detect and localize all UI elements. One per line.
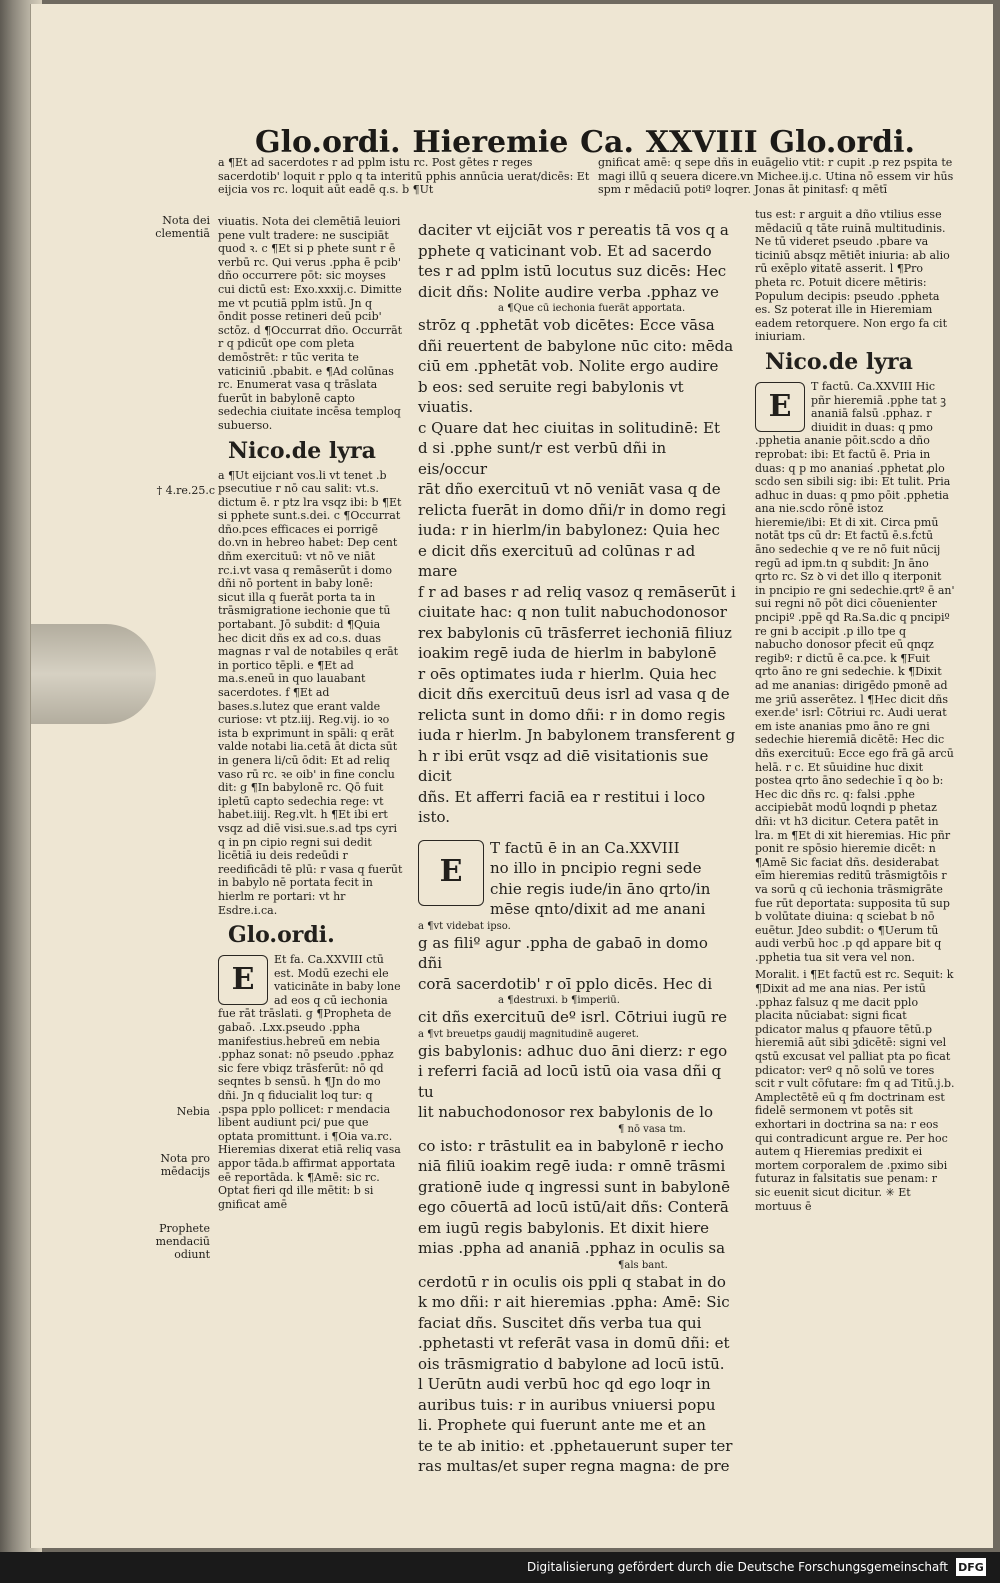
left-gloss-column: [218, 215, 403, 1211]
text-line: ¶ nō vasa tm.: [618, 1123, 686, 1135]
text-line: a ¶vt breuetps gaudij magnitudinē augeret.: [418, 1028, 639, 1040]
text-line: mēse qnto/dixit ad me anani: [490, 900, 706, 918]
text-line: faciat dñs. Suscitet dñs verba tua qui: [418, 1313, 702, 1332]
footer-credit: Digitalisierung gefördert durch die Deutsche Forschungsgemeinschaft: [526, 1560, 948, 1574]
initial-letter-e: E: [218, 955, 268, 1005]
text-line: tes r ad pplm istū locutus suz dicēs: Hec: [418, 262, 727, 280]
text-line: iuda: r in hierlm/in babylonez: Quia hec: [418, 521, 720, 539]
text-line: ciū em .pphetāt vob. Nolite ergo audire: [418, 357, 719, 375]
text-line: c Quare dat hec ciuitas in solitudinē: Et: [418, 418, 720, 437]
margin-note-nebia: Nebia: [176, 1105, 210, 1118]
text-line: niā filiū ioakim regē iuda: r omnē trāsmi: [418, 1157, 726, 1175]
text-line: daciter vt eijciāt vos r pereatis tā vos q a: [418, 221, 729, 239]
text-line: r oēs optimates iuda r hierlm. Quia hec: [418, 664, 717, 683]
text-line: .pphetasti vt referāt vasa in domū dñi: et: [418, 1334, 730, 1352]
text-line: li. Prophete qui fuerunt ante me et an: [418, 1416, 706, 1434]
chapter-opening: [418, 838, 736, 920]
margin-note-mendacijs: Nota pro mēdacijs: [160, 1152, 210, 1178]
left-gloss-text-3-body: Et fa. Ca.XXVIII ctū est. Modū ezechi ele vaticināte in baby lone ad eos q cū iechonia fue rāt trāslati. g ¶Propheta de gabaō. .Lxx.pseudo .ppha manifestius.hebreū em nebia .pphaz sonat: nō pseudo .pphaz sic fere vbiqz trāsferūt: nō qd seqntes b sensū. h ¶Jn do mo dñi. Jn q fiducialit loq tur: q .pspa pplo pollicet: r mendacia libent audiunt pci/ pue que optata promittunt. i ¶Oia va.rc. Hieremias dixerat etiā reliq vasa appor tāda.b affirmat apportata eē reportāda. k ¶Amē: sic rc. Optat fieri qd ille mētit: b si gnificat amē: [218, 953, 401, 1211]
right-gloss-column: [755, 208, 955, 1213]
text-line: te te ab initio: et .pphetauerunt super ter: [418, 1436, 733, 1455]
text-line: corā sacerdotib' r oī pplo dicēs. Hec di: [418, 974, 713, 993]
right-gloss-text-2-body: T factū. Ca.XXVIII Hic pñr hieremiā .pphe tat ꝫ ananiā falsū .pphaz. r diuidit in duas: q pmo .pphetia ananie pōit.scdo a dño reprobat: ibi: Et factū ē. Pria in duas: q p mo ananiaś .pphetat ꝓlo scdo sen sibili sig: ibi: Et tulit. Pria adhuc in duas: q pmo pōit .pphetia ana nie.scdo rōnē istoz hieremie/ibi: Et di xit. Circa pmū notāt tps cū dr: Et factū ē.s.fctū āno sedechie q ve re nō fuit nūcij regū ad ipm.tn q subdit: Jn āno qrto rc. Sz ꝺ vi det illo q iterponit in pncipio re gni sedechie.qrtº ē an' sui regni nō pōt dici cōuenienter pncipiº .ppē qd Ra.Sa.dic q pncipiº re gni b accipit .p illo tpe q nabucho donosor pfecit eū qnqz regibº: r dictū ē ca.pce. k ¶Fuit qrto āno re gni sedechie. k ¶Dixit ad me ananias: dirigēdo pmonē ad me ꝫriū asserētez. l ¶Hec dicit dñs exer.de' isrl: Cōtriui rc. Audi uerat em iste ananias pmo āno re gni sedechie hieremiā dicētē: Hec dic dñs exercituū: Ecce ego frā gā arcū helā. r c. Et sūuidine huc dixit postea qrto āno sedechie ī q ꝺo b: Hec dic dñs rc. q: falsi .pphe accipiebāt modū loqndi p phetaz dñi: vt h3 dicitur. Cetera patēt in lra. m ¶Et di xit hieremias. Hic pñr ponit re spōsio hieremie dicēt: n ¶Amē Sic faciat dñs. desiderabat eīm hieremias reditū trāsmigtōis r va sorū q cū iechonia trāsmigrāte fue rūt deportata: supposita tū sup b volūtate diuina: q sciebat b nō euētur. Jdeo subdit: o ¶Uerum tū audi verbū hoc .p qd appare bit q .pphetia tua sit vera vel non.: [755, 379, 955, 964]
header-book: Hieremie: [412, 124, 569, 160]
text-line: i referri faciā ad locū istū oia vasa dñi q tu: [418, 1062, 722, 1101]
text-line: dñi reuertent de babylone nūc cito: mēda: [418, 336, 734, 355]
text-line: co isto: r trāstulit ea in babylonē r iecho: [418, 1136, 724, 1155]
text-line: ciuitate hac: q non tulit nabuchodonosor: [418, 603, 727, 621]
text-line: ego cōuertā ad locū istū/ait dñs: Conterā: [418, 1198, 729, 1216]
header-left-label: Glo.ordi.: [255, 124, 401, 160]
margin-note-reference: † 4.re.25.c: [156, 484, 215, 497]
text-line: k mo dñi: r ait hieremias .ppha: Amē: Sic: [418, 1293, 730, 1311]
text-line: strōz q .pphetāt vob dicētes: Ecce vāsa: [418, 316, 715, 334]
text-line: rex babylonis cū trāsferret iechoniā filiuz: [418, 623, 732, 642]
text-line: a ¶Que cū iechonia fuerāt apportata.: [498, 303, 686, 314]
right-nico-heading: Nico.de lyra: [765, 348, 913, 375]
text-line: relicta sunt in domo dñi: r in domo regis: [418, 705, 726, 724]
header-right-label: Glo.ordi.: [769, 124, 915, 160]
text-line: d si .pphe sunt/r est verbū dñi in eis/occur: [418, 439, 667, 478]
text-line: a ¶vt videbat ipso.: [418, 920, 511, 932]
text-line: chie regis iude/in āno qrto/in: [490, 879, 711, 898]
text-line: dicit dñs exercituū deus isrl ad vasa q de: [418, 685, 730, 703]
text-line: f r ad bases r ad reliq vasoz q remāserūt i: [418, 582, 736, 601]
text-line: relicta fuerāt in domo dñi/r in domo regi: [418, 500, 727, 519]
text-line: T factū ē in an Ca.XXVIII: [490, 838, 680, 857]
header-chapter-number: XXVIII: [645, 124, 758, 160]
text-line: h r ibi erūt vsqz ad diē visitationis sue dicit: [418, 746, 709, 785]
margin-note-clementia: Nota dei clementiā: [155, 214, 210, 240]
text-line: grationē iude q ingressi sunt in babylonē: [418, 1177, 731, 1196]
dfg-logo: DFG: [956, 1558, 986, 1576]
text-line: cit dñs exercituū deº isrl. Cōtriui iugū re: [418, 1008, 727, 1026]
text-line: gis babylonis: adhuc duo āni dierz: r ego: [418, 1041, 728, 1060]
text-line: iuda r hierlm. Jn babylonem transferent g: [418, 726, 736, 744]
text-line: auribus tuis: r in auribus vniuersi popu: [418, 1395, 716, 1414]
text-line: g as filiº agur .ppha de gabaō in domo dñi: [418, 933, 708, 972]
text-line: ¶als bant.: [618, 1259, 668, 1271]
left-glo-heading: Glo.ordi.: [228, 922, 335, 949]
text-line: dicit dñs: Nolite audire verba .pphaz ve: [418, 282, 719, 301]
text-line: ioakim regē iuda de hierlm in babylonē: [418, 644, 717, 662]
text-line: em iugū regis babylonis. Et dixit hiere: [418, 1218, 709, 1237]
right-gloss-text-1: tus est: r arguit a dño vtilius esse mēdaciū q tāte ruinā multitudinis. Ne tū videret pseudo .pbare va ticiniū absqz mētiēt iniuria: ab alio rū exēplo ꝟitatē asserit. l ¶Pro pheta rc. Potuit dicere mētiris: Populum decipis: pseudo .ppheta es. Sz poterat ille in Hieremiam eadem retorquere. Non ergo fa cit iniuriam.: [755, 208, 950, 344]
text-line: rāt dño exercituū vt nō veniāt vasa q de: [418, 480, 721, 498]
gloss-top-left: [218, 156, 593, 197]
right-gloss-text-3: Moralit. i ¶Et factū est rc. Sequit: k ¶Dixit ad me ana nias. Per istū .pphaz falsuz q me dacit pplo placita nūciabat: signi ficat pdicator malus q pfauore tētū.p hieremiā aūt sibi ꝫdicētē: signi vel qstū excusat vel palliat pta po ficat pdicator: verº q nō solū ve tores scit r vult cōfutare: fm q ad Titū.j.b. Amplectētē eū q fm doctrinam est fidelē sermonem vt potēs sit exhortari in doctrina sa na: r eos qui contradicunt argue re. Per hoc autem q Hieremias predixit ei mortem corporalem de .pximo sibi futuraz in falsitatis sue penam: r sic euenit sicut dicitur. ✳ Et mortuus ē: [755, 968, 955, 1213]
text-line: ois trāsmigratio d babylone ad locū istū.: [418, 1354, 725, 1373]
gloss-top-right: [598, 156, 958, 197]
text-line: e dicit dñs exercituū ad colūnas r ad mare: [418, 541, 696, 580]
initial-letter-e-right: E: [755, 382, 805, 432]
initial-letter-e-large: E: [418, 840, 484, 906]
gloss-top-right-text: gnificat amē: q sepe dñs in euāgelio vtit: r cupit .p rez pspita te magi illū q seuera dicere.vn Michee.ij.c. Utina nō essem vir hūs spm r mēdaciū potiº loqrer. Jonas āt pinitasf: q mētī: [598, 156, 954, 197]
left-gloss-text-2: a ¶Ut eijciant vos.li vt tenet .b psecutiue r nō cau salit: vt.s. dictum ē. r ptz lra vsqz ibi: b ¶Et si pphete sunt.s.dei. c ¶Occurrat dño.pces efficaces ei porrigē do.vn in hebreo habet: Dep cent dñm exercituū: vt nō ve niāt rc.i.vt vasa q remāserūt i domo dñi nō portent in baby lonē: sicut illa q fuerāt porta ta in trāsmigratione iechonie que tū portabant. Jō subdit: d ¶Quia hec dicit dñs ex ad co.s. duas magnas r val de notabiles q erāt in portico tēpli. e ¶Et ad ma.s.eneū in quo lauabant sacerdotes. f ¶Et ad bases.s.lutez que erant valde curiose: vt ptz.iij. Reg.vij. io ꝛo ista b exprimunt in spāli: q erāt valde notabi lia.cetā āt dicta sūt in genera li/cū ōdit: Et ad reliq vaso rū rc. ꝛe oib' in fine conclu dit: g ¶In babylonē rc. Qō fuit ipletū capto sedechia rege: vt habet.iiij. Reg.vlt. h ¶Et ibi ert vsqz ad diē visi.sue.s.ad tps cyri q in pn cipio regni sui dedit licētiā iu deis redeūdi r reedificādi tē plū: r vasa q fuerūt in babylo nē portata fecit in hierlm re portari: vt hr Esdre.i.ca.: [218, 468, 403, 917]
text-line: a ¶destruxi. b ¶imperiū.: [498, 995, 620, 1006]
text-line: mias .ppha ad ananiā .pphaz in oculis sa: [418, 1239, 726, 1257]
left-nico-heading: Nico.de lyra: [228, 437, 376, 464]
text-line: lit nabuchodonosor rex babylonis de lo: [418, 1103, 714, 1121]
margin-note-prophete: Prophete mendaciū odiunt: [155, 1222, 210, 1261]
page-clip: [31, 624, 156, 724]
gloss-top-left-text: a ¶Et ad sacerdotes r ad pplm istu rc. Post gētes r reges sacerdotib' loquit r pplo q ta interitū pphis annūcia uerat/dicēs: Et eijcia vos rc. loquit aūt eadē q.s. b ¶Ut: [218, 156, 590, 197]
text-line: pphete q vaticinant vob. Et ad sacerdo: [418, 241, 712, 260]
header-chapter-word: Ca.: [580, 124, 634, 160]
text-line: l Uerūtn audi verbū hoc qd ego loqr in: [418, 1375, 711, 1393]
right-gloss-text-2: [755, 380, 955, 965]
text-line: ras multas/et super regna magna: de pre: [418, 1457, 730, 1475]
left-gloss-text-1: viuatis. Nota dei clemētiā leuiori pene vult tradere: ne suscipiāt quod ꝛ. c ¶Et si p phete sunt r ē verbū rc. Qui verus .ppha ē pcib' dño occurrere pōt: sic moyses cui dictū est: Exo.xxxij.c. Dimitte me vt pcutiā pplm istū. Jn q ōndit posse retineri deū pcib' sctōz. d ¶Occurrat dño. Occurrāt r q pdicūt ope com pleta demōstrēt: r tūc verita te vaticiniū .pbabit. e ¶Ad colūnas rc. Enumerat vasa q trāslata fuerūt in babylonē capto sedechia ciuitate incēsa temploq subuerso.: [218, 215, 403, 432]
left-gloss-text-3: [218, 953, 403, 1211]
main-text-column: [418, 220, 736, 1477]
text-line: b eos: sed seruite regi babylonis vt viuatis.: [418, 377, 684, 416]
text-line: dñs. Et afferri faciā ea r restitui i loco isto.: [418, 787, 706, 826]
text-line: cerdotū r in oculis ois ppli q stabat in do: [418, 1272, 726, 1291]
text-line: no illo in pncipio regni sede: [490, 859, 702, 877]
